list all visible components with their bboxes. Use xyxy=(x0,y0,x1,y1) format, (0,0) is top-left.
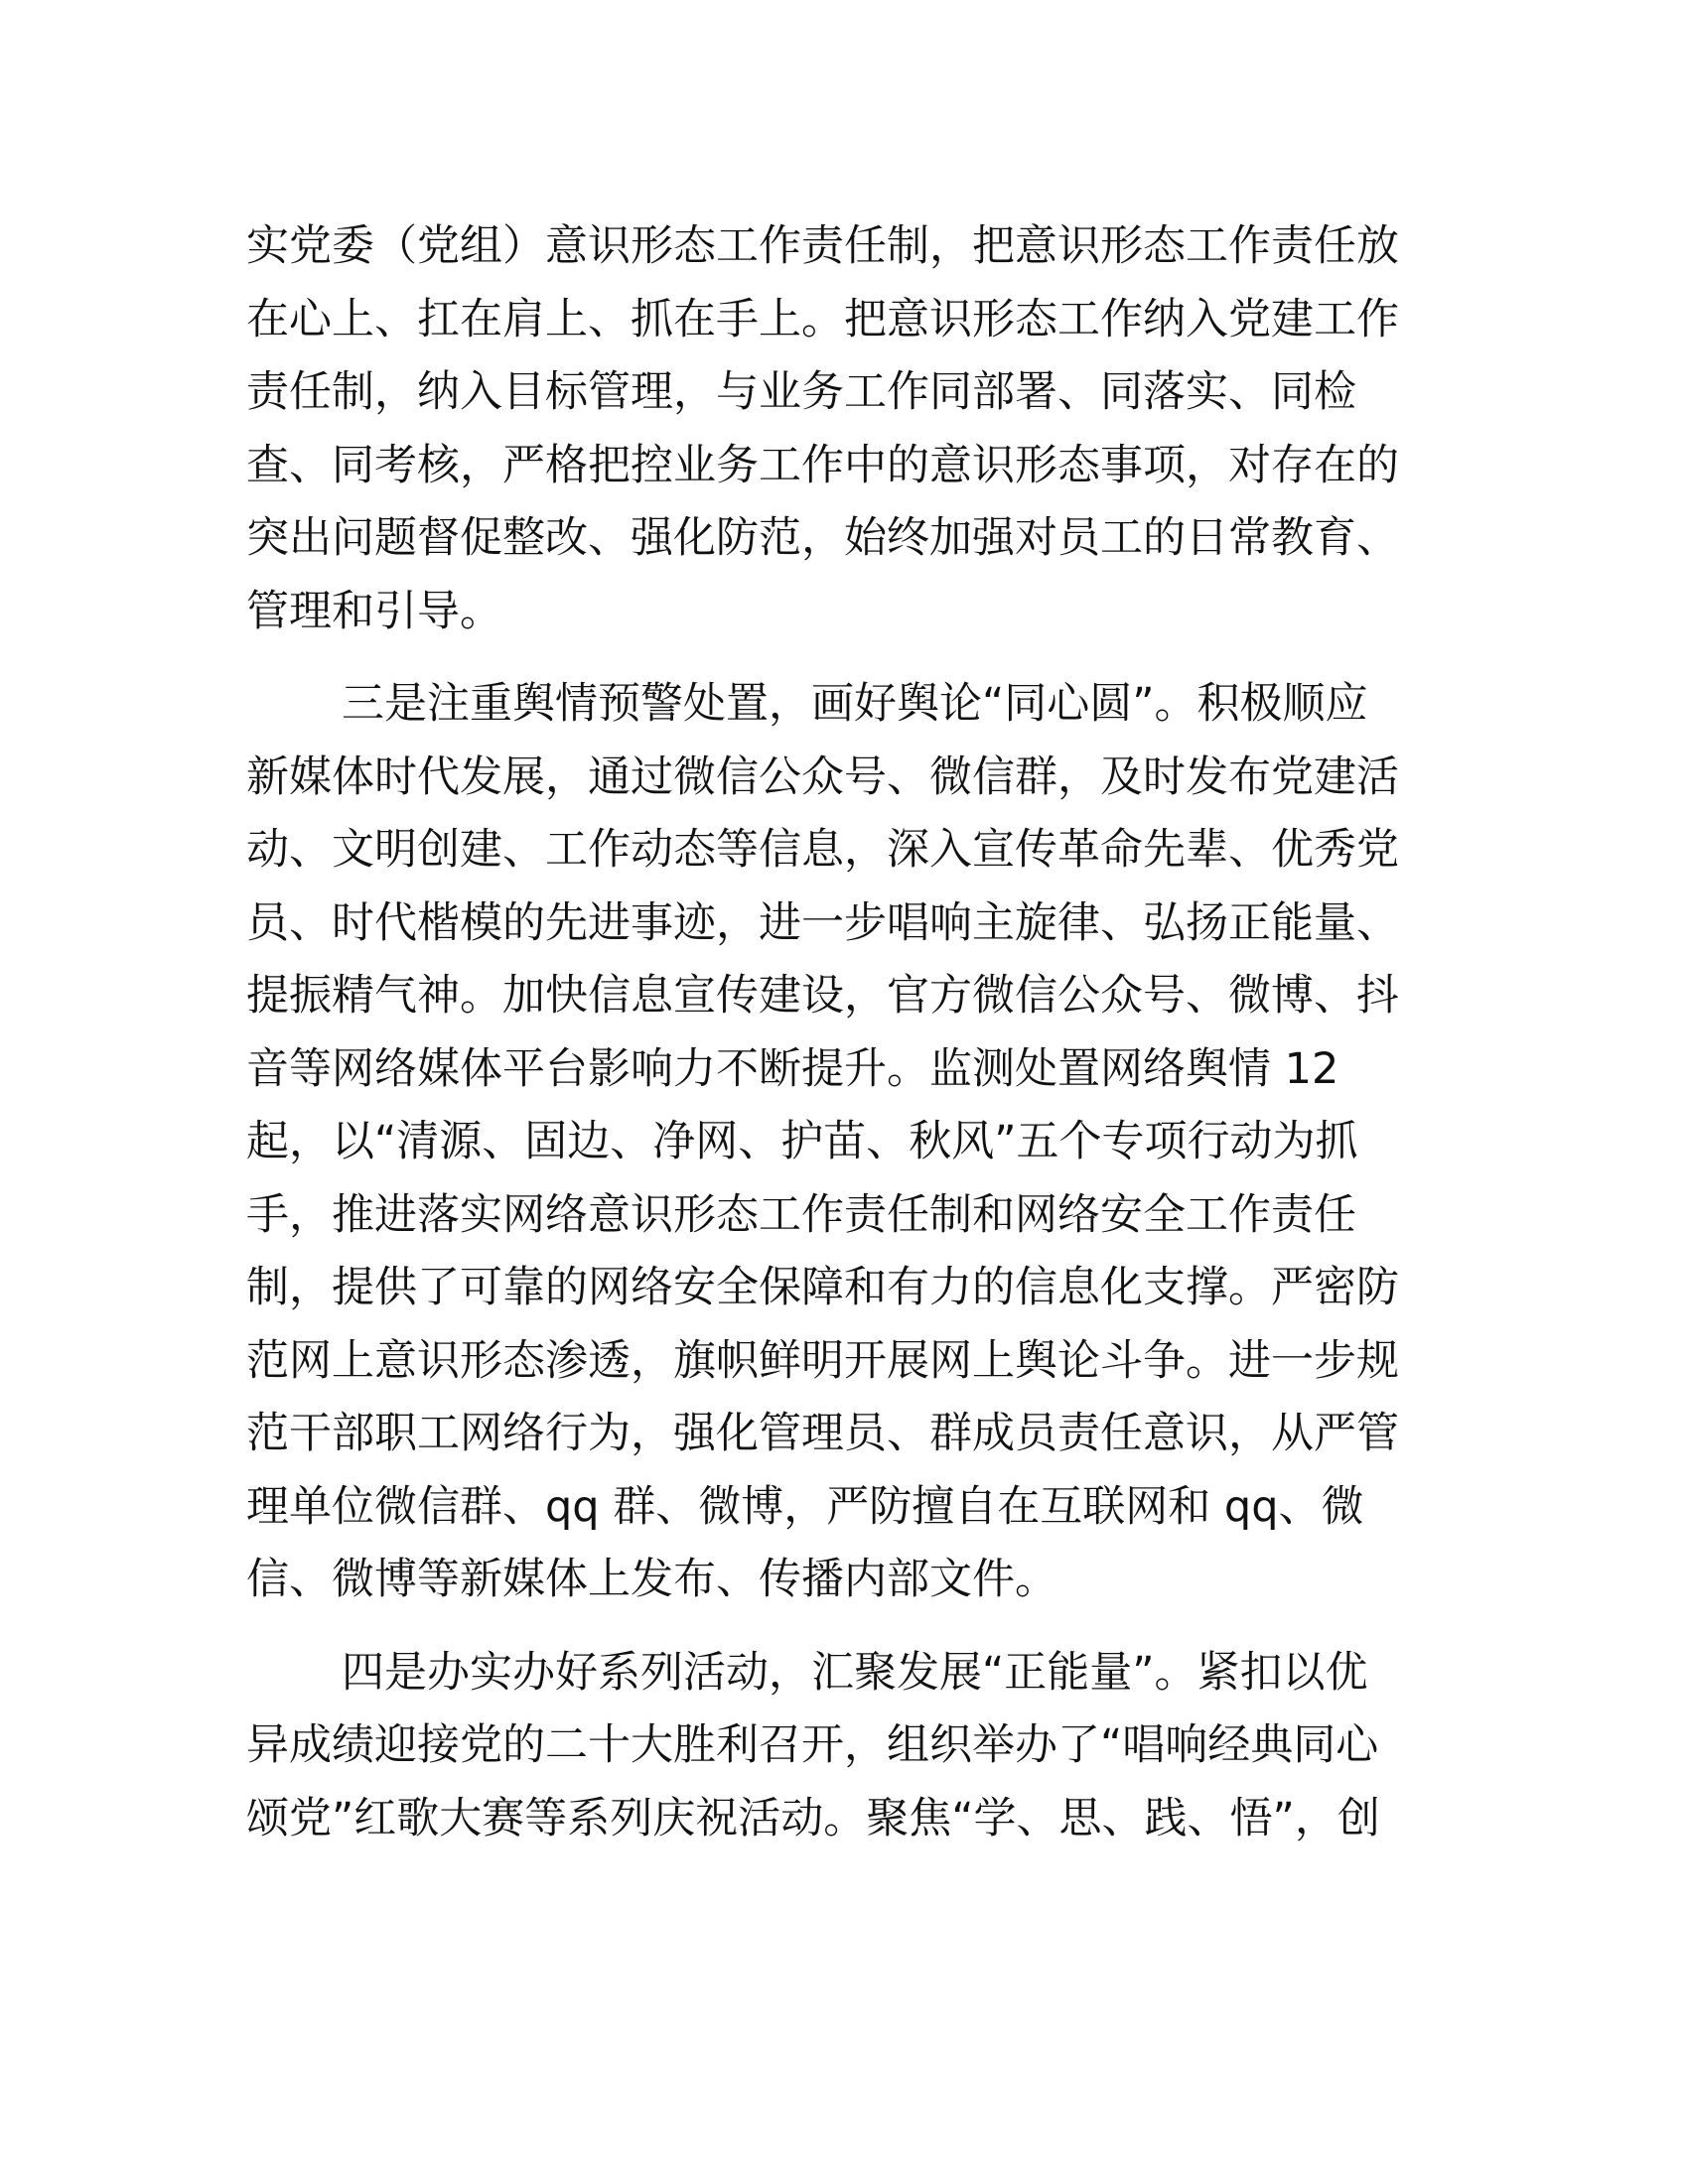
paragraph-activities xyxy=(246,1637,1434,1856)
text-line: 制，提供了可靠的网络安全保障和有力的信息化支撑。严密防 xyxy=(246,1263,1399,1312)
text-line: 动、文明创建、工作动态等信息，深入宣传革命先辈、优秀党 xyxy=(246,825,1399,875)
text-line: 范干部职工网络行为，强化管理员、群成员责任意识，从严管 xyxy=(246,1409,1399,1458)
text-line: 查、同考核，严格把控业务工作中的意识形态事项，对存在的 xyxy=(246,440,1399,490)
text-line: 理单位微信群、qq 群、微博，严防擅自在互联网和 qq、微 xyxy=(246,1481,1364,1532)
text-line: 突出问题督促整改、强化防范，始终加强对员工的日常教育、 xyxy=(246,513,1399,563)
text-line: 新媒体时代发展，通过微信公众号、微信群，及时发布党建活 xyxy=(246,751,1399,802)
text-line: 三是注重舆情预警处置，画好舆论“同心圆”。积极顺应 xyxy=(342,679,1368,729)
text-line: 音等网络媒体平台影响力不断提升。监测处置网络舆情 12 xyxy=(246,1043,1339,1094)
text-line: 提振精气神。加快信息宣传建设，官方微信公众号、微博、抖 xyxy=(246,971,1399,1021)
text-line: 四是办实办好系列活动，汇聚发展“正能量”。紧扣以优 xyxy=(342,1647,1368,1698)
text-line: 异成绩迎接党的二十大胜利召开，组织举办了“唱响经典同心 xyxy=(246,1720,1379,1770)
text-line: 员、时代楷模的先进事迹，进一步唱响主旋律、弘扬正能量、 xyxy=(246,897,1399,948)
text-line: 手，推进落实网络意识形态工作责任制和网络安全工作责任 xyxy=(246,1189,1356,1240)
paragraph-public-opinion xyxy=(246,668,1434,1617)
body-text xyxy=(246,210,1434,1855)
text-line: 颂党”红歌大赛等系列庆祝活动。聚焦“学、思、践、悟”，创 xyxy=(246,1793,1380,1843)
text-line: 责任制，纳入目标管理，与业务工作同部署、同落实、同检 xyxy=(246,367,1356,417)
text-line: 起，以“清源、固边、净网、护苗、秋风”五个专项行动为抓 xyxy=(246,1117,1358,1166)
text-line: 实党委（党组）意识形态工作责任制，把意识形态工作责任放 xyxy=(246,221,1399,271)
text-line: 管理和引导。 xyxy=(246,586,502,636)
text-line: 在心上、扛在肩上、抓在手上。把意识形态工作纳入党建工作 xyxy=(246,294,1399,344)
text-line: 信、微博等新媒体上发布、传播内部文件。 xyxy=(246,1555,1057,1604)
text-line: 范网上意识形态渗透，旗帜鲜明开展网上舆论斗争。进一步规 xyxy=(246,1335,1399,1386)
paragraph-continuation xyxy=(246,210,1434,648)
